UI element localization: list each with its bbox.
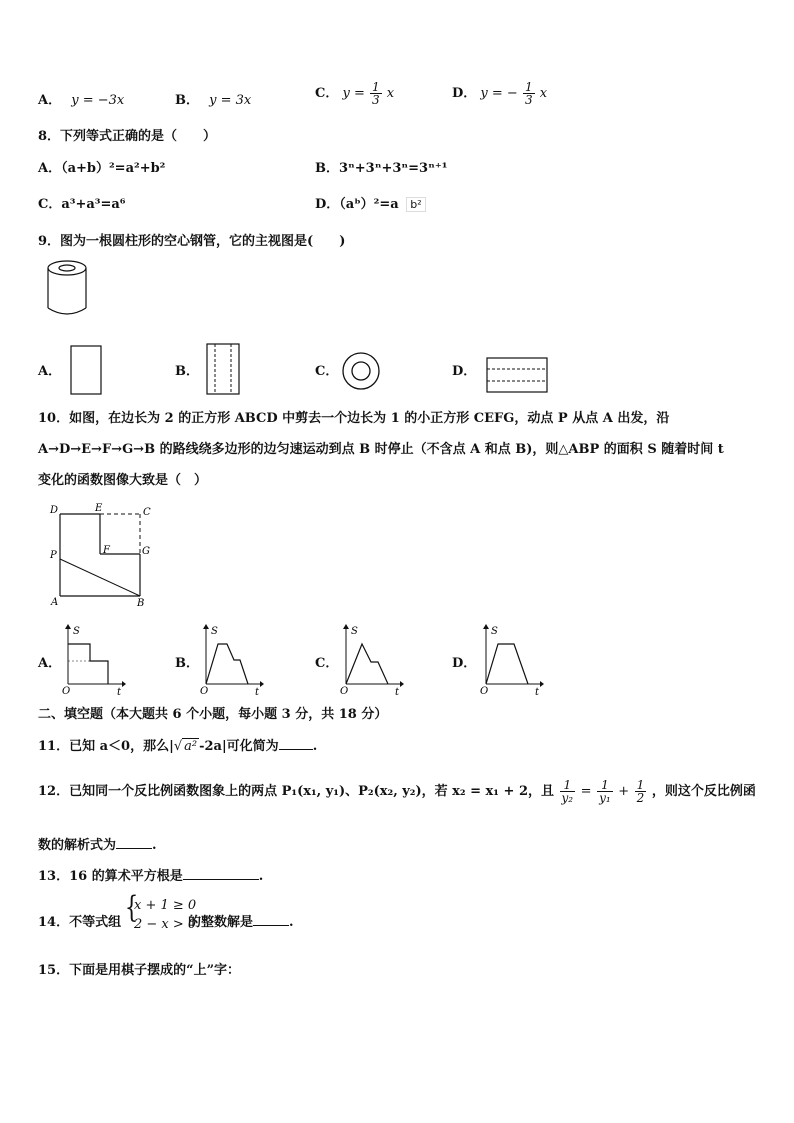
q7-option-c: [315, 81, 394, 106]
q10-option-c-letter: C．: [315, 656, 339, 671]
q10-c-axis-t: t: [395, 687, 400, 698]
q10-b-axis-o: O: [200, 686, 209, 697]
q9-option-b-letter: B．: [175, 364, 199, 379]
brace-icon: {: [124, 890, 139, 925]
q10-stem-line-1: 10．如图，在边长为 2 的正方形 ABCD 中剪去一个边长为 1 的小正方形 CEFG，动点 P 从点 A 出发，沿: [38, 411, 670, 426]
q10-option-a-letter: A．: [38, 656, 62, 671]
q10-option-a-graph: [60, 624, 130, 696]
q12-text-pre: 12．已知同一个反比例函数图象上的两点 P₁(x₁, y₁)、P₂(x₂, y₂)，若 x₂ = x₁ + 2，且: [38, 784, 554, 799]
q10-option-d-graph: [478, 624, 548, 696]
q12-line-2: [38, 834, 157, 853]
q7-option-b-letter: B．: [175, 93, 199, 108]
q7-option-a: [38, 89, 124, 108]
q9-option-c-figure: [340, 350, 382, 392]
q12-line-2-end: .: [152, 838, 157, 853]
q10-option-b-letter: B．: [175, 656, 199, 671]
label-f: F: [103, 545, 110, 556]
q14-inequality-1: x + 1 ≥ 0: [134, 898, 197, 913]
q12-fraction-3: [635, 779, 647, 804]
q7-option-c-denominator: 3: [372, 93, 380, 107]
q12-answer-blank: [116, 836, 152, 849]
q9-option-a-letter: A．: [38, 364, 62, 379]
q12-f1-den: y₂: [561, 791, 574, 805]
q7-option-d-letter: D．: [452, 86, 477, 101]
q12-f3-den: 2: [636, 791, 645, 805]
q11: [38, 735, 317, 754]
q9-option-d-figure: [485, 356, 551, 396]
q9-option-c-letter: C．: [315, 364, 339, 379]
q8-option-d: [315, 193, 426, 212]
q9-option-a-figure: [66, 345, 106, 397]
q10-d-axis-s: S: [491, 626, 498, 637]
q7-option-b-formula: y = 3x: [209, 93, 252, 108]
q7-option-c-numerator: 1: [372, 80, 380, 94]
q11-text-pre: 11．已知 a＜0，那么|: [38, 739, 174, 754]
q7-option-c-fraction: [370, 81, 382, 106]
q7-option-d-fraction: [523, 81, 535, 106]
q12-line-1: [38, 779, 756, 804]
q15-stem: 15．下面是用棋子摆成的“上”字：: [38, 963, 241, 978]
q14-answer-blank: [253, 913, 289, 926]
label-e: E: [95, 503, 103, 514]
q10-d-axis-o: O: [480, 686, 489, 697]
q7-option-d: [452, 81, 547, 106]
label-p: P: [50, 550, 57, 561]
q8-option-d-box: b²: [406, 197, 425, 212]
q12-line-2-text: 数的解析式为: [38, 838, 117, 853]
q10-b-axis-s: S: [211, 626, 218, 637]
q12-fraction-2: [597, 779, 613, 804]
label-d: D: [50, 505, 59, 516]
q10-a-axis-t: t: [117, 687, 122, 698]
q13-end: .: [258, 869, 264, 884]
label-g: G: [142, 546, 150, 557]
q12-plus: +: [618, 784, 630, 799]
q10-d-axis-t: t: [535, 687, 540, 698]
label-b: B: [137, 598, 145, 609]
q11-radicand: a²: [184, 739, 198, 754]
q14-inequality-2: 2 − x > 0: [134, 917, 197, 932]
q14-tail: [188, 911, 294, 930]
q14-text-post: 的整数解是: [188, 915, 254, 930]
section-2-heading: 二、填空题（本大题共 6 个小题，每小题 3 分，共 18 分）: [38, 707, 388, 722]
q12-f3-num: 1: [636, 778, 645, 792]
q9-option-d-letter: D．: [452, 364, 477, 379]
q7-option-c-post: x: [386, 86, 395, 101]
q10-a-axis-s: S: [73, 626, 80, 637]
q12-f2-den: y₁: [599, 791, 611, 805]
q13: [38, 865, 263, 884]
q12-f1-num: 1: [560, 779, 576, 792]
label-c: C: [143, 507, 151, 518]
q10-option-d-letter: D．: [452, 656, 477, 671]
q10-b-axis-t: t: [255, 687, 260, 698]
q7-option-c-letter: C．: [315, 86, 339, 101]
q7-option-a-letter: A．: [38, 93, 62, 108]
q13-answer-blank: [183, 867, 259, 880]
q14-text-pre: 14．不等式组: [38, 915, 122, 930]
q11-answer-blank: [279, 737, 313, 750]
q12-fraction-1: [560, 779, 576, 804]
q9-stem: 9．图为一根圆柱形的空心钢管，它的主视图是( ): [38, 234, 346, 249]
q8-option-d-text: D．（aᵇ）²=a: [315, 197, 399, 212]
q10-stem-line-3: 变化的函数图像大致是（ ）: [38, 473, 208, 488]
sqrt-icon: √: [173, 739, 183, 754]
q10-c-axis-s: S: [351, 626, 358, 637]
q10-option-b-graph: [198, 624, 268, 696]
q8-option-a: A．（a+b）²=a²+b²: [38, 161, 166, 176]
q7-option-d-denominator: 3: [524, 93, 533, 107]
q10-stem-line-2: A→D→E→F→G→B 的路线绕多边形的边匀速运动到点 B 时停止（不含点 A 和点 B)，则△ABP 的面积 S 随着时间 t: [38, 442, 724, 457]
q14-end: .: [289, 915, 294, 930]
q7-option-a-formula: y = −3x: [71, 93, 125, 108]
square-abcd-figure: [48, 502, 158, 610]
q8-stem: 8．下列等式正确的是（ ）: [38, 129, 217, 144]
q8-option-b: B．3ⁿ+3ⁿ+3ⁿ=3ⁿ⁺¹: [315, 161, 448, 176]
q7-option-c-pre: y =: [342, 86, 365, 101]
q10-c-axis-o: O: [340, 686, 349, 697]
q12-f2-num: 1: [597, 779, 613, 792]
q12-equals: =: [580, 784, 592, 799]
q7-option-d-post: x: [539, 86, 548, 101]
q10-option-c-graph: [338, 624, 408, 696]
q11-text-post: -2a|可化简为: [199, 739, 279, 754]
q11-end: .: [312, 739, 318, 754]
hollow-cylinder-figure: [45, 258, 95, 318]
q7-option-d-numerator: 1: [524, 80, 533, 94]
q13-text: 13．16 的算术平方根是: [38, 869, 183, 884]
label-a: A: [51, 597, 59, 608]
q7-option-b: [175, 89, 251, 108]
q10-a-axis-o: O: [62, 686, 71, 697]
q14-inequality-system: [134, 896, 196, 934]
q7-option-d-pre: y = −: [480, 86, 518, 101]
q9-option-b-figure: [203, 343, 243, 397]
q12-text-post: ，则这个反比例函: [651, 784, 756, 799]
q8-option-c: C．a³+a³=a⁶: [38, 197, 126, 212]
